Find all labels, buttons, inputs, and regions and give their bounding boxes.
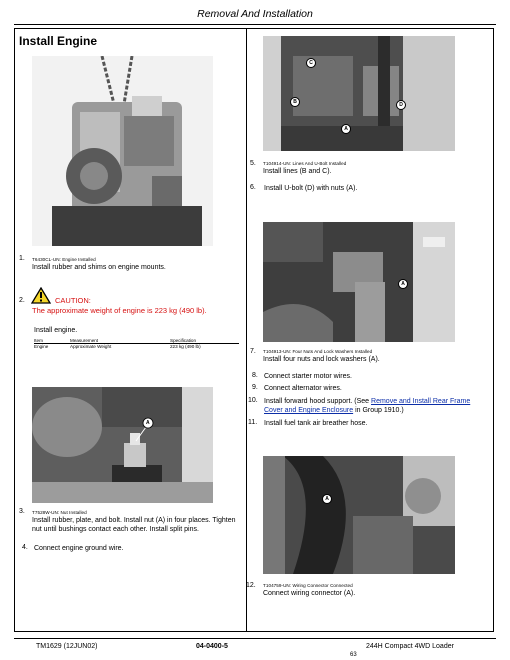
column-divider — [246, 28, 247, 632]
step-3-caption: T7528W-UN: Nut Installed — [32, 510, 87, 515]
step-1-number: 1. — [19, 255, 25, 262]
callout-c: C — [306, 58, 316, 68]
step-5-text: Install lines (B and C). — [263, 168, 332, 175]
step-10-text-pre: Install forward hood support. (See — [264, 398, 370, 405]
step-10-number: 10. — [248, 397, 258, 404]
nut-installed-photo — [32, 387, 213, 503]
step-7-text: Install four nuts and lock washers (A). — [263, 356, 380, 363]
spec-table — [34, 338, 239, 349]
step-12-number: 12. — [246, 582, 256, 589]
footer-page-code: 04-0400-5 — [196, 643, 228, 650]
callout-a-photo5: A — [341, 124, 351, 134]
step-1-text: Install rubber and shims on engine mounts. — [32, 264, 166, 271]
spec-cell-measurement: Approximate Weight — [70, 344, 112, 349]
step-10-text — [264, 397, 472, 415]
step-11-number: 11. — [248, 419, 258, 426]
step-4-number: 4. — [22, 544, 28, 551]
step-3-text: Install rubber, plate, and bolt. Install nut (A) in four places. Tighten nut until bushings contact each other. Install split pins. — [32, 517, 236, 533]
step-8-text: Connect starter motor wires. — [264, 373, 352, 380]
step-12-caption: T104759-UN: Wiring Connector Connected — [263, 583, 353, 588]
step-7-number: 7. — [250, 348, 256, 355]
step-4-text: Connect engine ground wire. — [34, 545, 124, 552]
step-5-number: 5. — [250, 160, 256, 167]
step-11-text: Install fuel tank air breather hose. — [264, 420, 368, 427]
step-2-text: Install engine. — [34, 327, 78, 334]
step-12-text: Connect wiring connector (A). — [263, 590, 356, 597]
footer-left: TM1629 (12JUN02) — [36, 643, 98, 650]
step-9-text: Connect alternator wires. — [264, 385, 342, 392]
step-3-number: 3. — [19, 508, 25, 515]
step-1-caption: T6430CL-UN: Engine Installed — [32, 257, 96, 262]
step-7-caption: T104913-UN: Four Nuts And Lock Washers Installed — [263, 349, 373, 354]
callout-a-photo12: A — [322, 494, 332, 504]
header-rule — [14, 24, 496, 25]
footer-rule — [14, 638, 496, 639]
spec-header-item: Item — [34, 338, 70, 344]
step-2-number: 2. — [19, 297, 25, 304]
callout-a-photo3: A — [146, 420, 150, 426]
step-10-text-post: in Group 1910.) — [353, 407, 404, 414]
step-6-text: Install U-bolt (D) with nuts (A). — [264, 185, 358, 192]
callout-b: B — [290, 97, 300, 107]
spec-cell-specification: 223 kg (490 lb) — [170, 344, 201, 349]
spec-header-specification: Specification — [170, 338, 239, 344]
footer-right: 244H Compact 4WD Loader — [366, 643, 454, 650]
engine-installed-photo — [32, 56, 213, 246]
section-title: Install Engine — [19, 34, 98, 48]
step-5-caption: T104914-UN: Lines And U-Bolt Installed — [263, 161, 347, 166]
spec-header-measurement: Measurement — [70, 338, 170, 344]
spec-cell-item: Engine — [34, 344, 49, 349]
step-6-number: 6. — [250, 184, 256, 191]
wiring-connector-photo — [263, 456, 455, 574]
step-8-number: 8. — [252, 372, 258, 379]
table-row — [34, 344, 239, 350]
callout-d: D — [396, 100, 406, 110]
step-9-number: 9. — [252, 384, 258, 391]
remove-install-rear-frame-link[interactable]: Remove and Install Rear Frame Cover and Engine Enclosure — [264, 398, 471, 414]
nuts-lockwashers-photo — [263, 222, 455, 342]
caution-label: CAUTION: — [55, 296, 91, 305]
caution-text: The approximate weight of engine is 223 kg (490 lb). — [32, 306, 207, 315]
page-header-title: Removal And Installation — [197, 8, 313, 20]
footer-pagenum: 63 — [350, 652, 357, 658]
lines-ubolt-photo — [263, 36, 455, 151]
callout-a-photo7: A — [398, 279, 408, 289]
